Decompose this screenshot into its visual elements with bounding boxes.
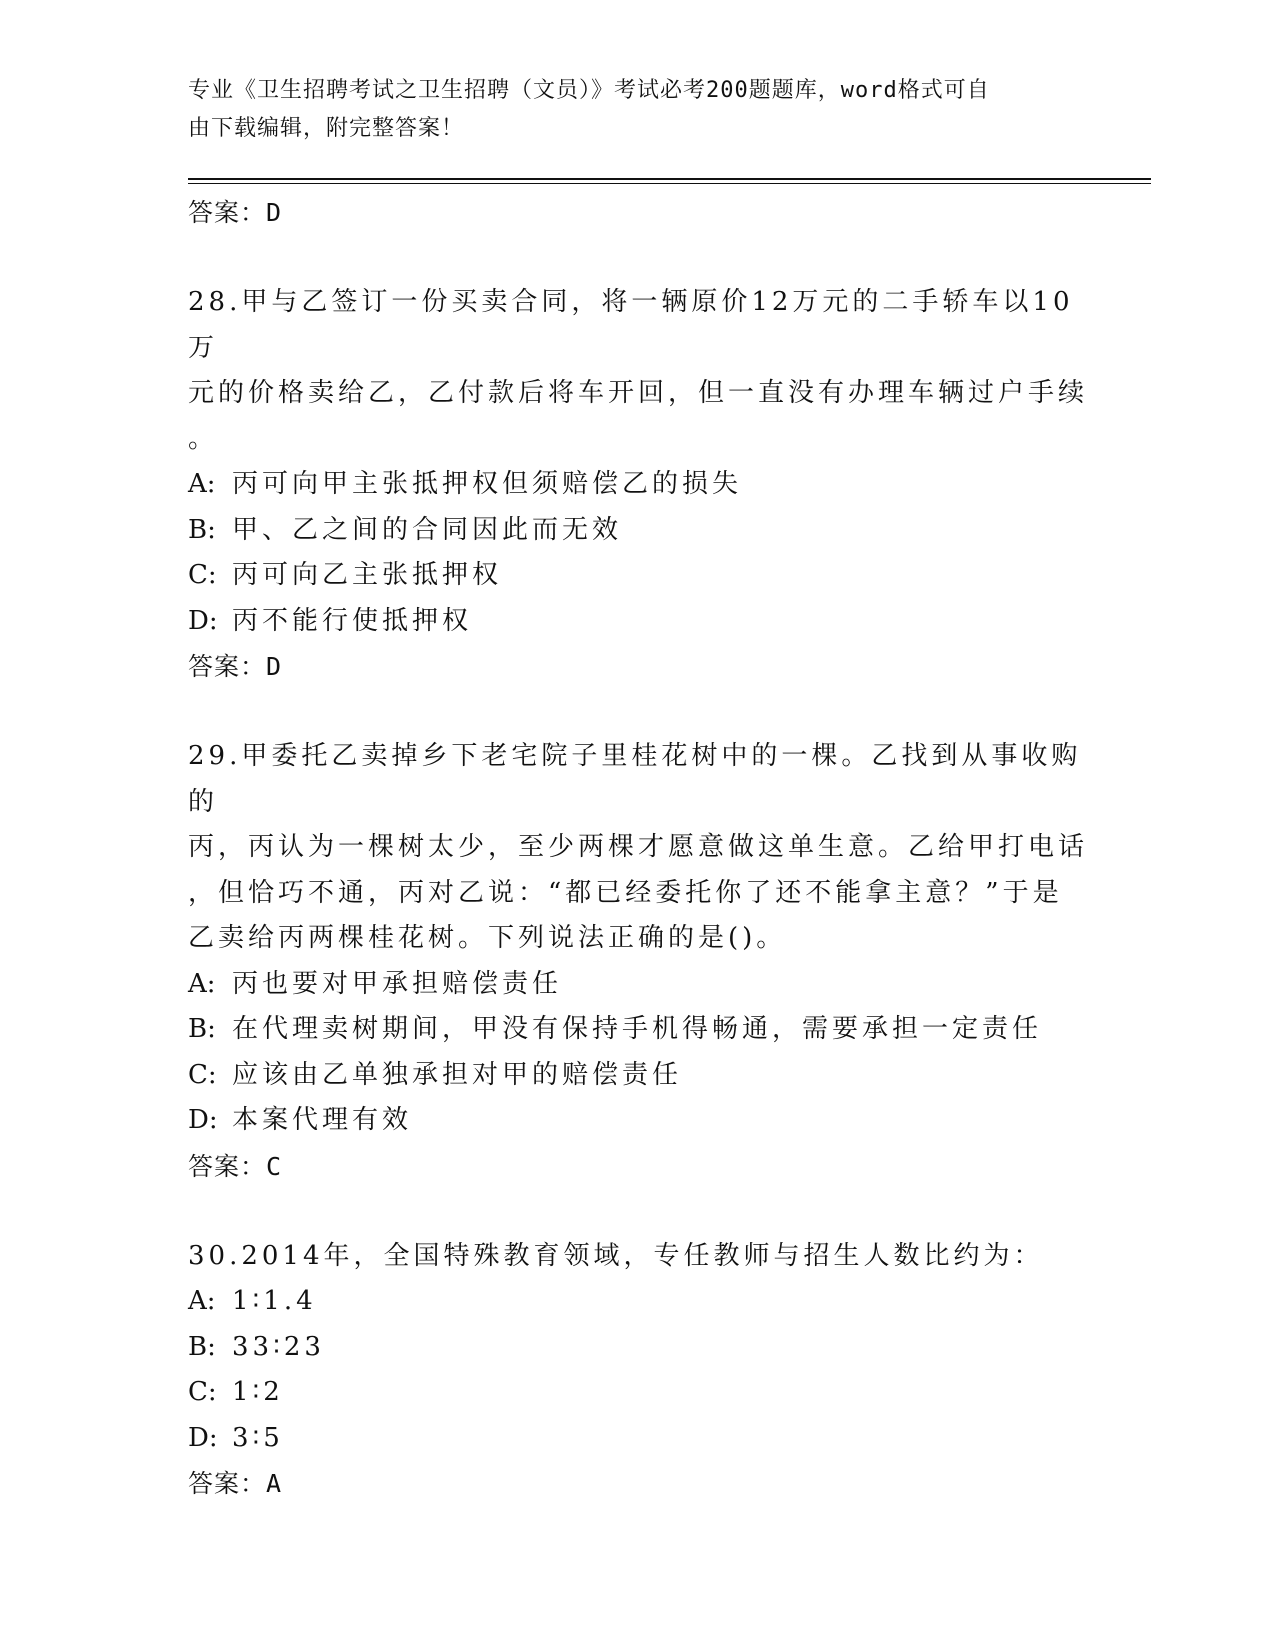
question-line: ，但恰巧不通，丙对乙说：“都已经委托你了还不能拿主意？”于是: [188, 877, 1063, 908]
answer-value: D: [266, 652, 283, 681]
option-a: [188, 1279, 1088, 1325]
option-text: 本案代理有效: [232, 1105, 413, 1135]
option-text: 33∶23: [232, 1331, 325, 1362]
option-text: 3∶5: [232, 1422, 284, 1453]
header-line-1: 专业《卫生招聘考试之卫生招聘（文员）》考试必考200题题库，word格式可自: [188, 78, 990, 103]
question-answer: [188, 644, 1088, 689]
option-text: 丙可向乙主张抵押权: [232, 560, 503, 590]
option-text: 丙不能行使抵押权: [232, 605, 473, 636]
option-letter: C:: [188, 1059, 217, 1090]
option-text: 丙可向甲主张抵押权但须赔偿乙的损失: [232, 469, 743, 499]
option-letter: A:: [188, 1286, 216, 1316]
option-letter: C:: [188, 1377, 217, 1407]
option-a: [188, 962, 1088, 1008]
option-text: 应该由乙单独承担对甲的赔偿责任: [232, 1059, 683, 1090]
option-b: [188, 1325, 1088, 1371]
option-letter: B:: [188, 1014, 216, 1044]
question-line: 丙，丙认为一棵树太少，至少两棵才愿意做这单生意。乙给甲打电话: [188, 832, 1089, 862]
question-line: 29.甲委托乙卖掉乡下老宅院子里桂花树中的一棵。乙找到从事收购的: [188, 741, 1082, 817]
option-d: [188, 1416, 1088, 1462]
option-text: 甲、乙之间的合同因此而无效: [232, 514, 623, 545]
question-29: [188, 734, 1088, 1189]
answer-label: 答案：: [188, 198, 267, 227]
question-text: [188, 280, 1088, 462]
option-letter: A:: [188, 469, 216, 499]
question-line: 。: [188, 423, 219, 454]
option-letter: B:: [188, 514, 216, 545]
question-text: [188, 734, 1088, 962]
header-divider-thin: [188, 183, 1151, 184]
question-line: 乙卖给丙两棵桂花树。下列说法正确的是()。: [188, 923, 787, 953]
header-divider-thick: [188, 178, 1151, 180]
option-letter: D:: [188, 605, 218, 636]
option-letter: C:: [188, 560, 217, 590]
answer-label: 答案：: [188, 652, 267, 681]
answer-value: C: [266, 1151, 283, 1181]
option-letter: B:: [188, 1331, 216, 1362]
option-letter: D:: [188, 1422, 218, 1453]
answer-value: A: [266, 1469, 283, 1498]
question-28: [188, 280, 1088, 689]
option-c: [188, 1053, 1088, 1099]
option-letter: D:: [188, 1105, 218, 1135]
option-b: [188, 1007, 1088, 1053]
option-d: [188, 1098, 1088, 1144]
option-text: 丙也要对甲承担赔偿责任: [232, 968, 563, 999]
question-line: 元的价格卖给乙，乙付款后将车开回，但一直没有办理车辆过户手续: [188, 378, 1089, 408]
option-text: 1∶2: [232, 1377, 284, 1407]
question-answer: [188, 1144, 1088, 1189]
question-line: 28.甲与乙签订一份买卖合同，将一辆原价12万元的二手轿车以10万: [188, 287, 1074, 363]
option-c: [188, 553, 1088, 599]
document-header: [188, 72, 1068, 148]
answer-label: 答案：: [188, 1151, 267, 1181]
option-text: 1∶1.4: [232, 1286, 317, 1316]
answer-label: 答案：: [188, 1469, 267, 1498]
question-text: [188, 1234, 1088, 1280]
question-30: [188, 1234, 1088, 1507]
option-letter: A:: [188, 968, 216, 999]
question-line: 30.2014年，全国特殊教育领域，专任教师与招生人数比约为：: [188, 1240, 1044, 1271]
question-answer: [188, 1461, 1088, 1506]
previous-answer: [188, 190, 1088, 235]
answer-value: D: [266, 198, 283, 227]
option-text: 在代理卖树期间，甲没有保持手机得畅通，需要承担一定责任: [232, 1014, 1043, 1044]
question-list: [188, 190, 1088, 1506]
option-b: [188, 508, 1088, 554]
header-line-2: 由下载编辑，附完整答案！: [188, 116, 465, 141]
option-d: [188, 599, 1088, 645]
option-c: [188, 1370, 1088, 1416]
option-a: [188, 462, 1088, 508]
